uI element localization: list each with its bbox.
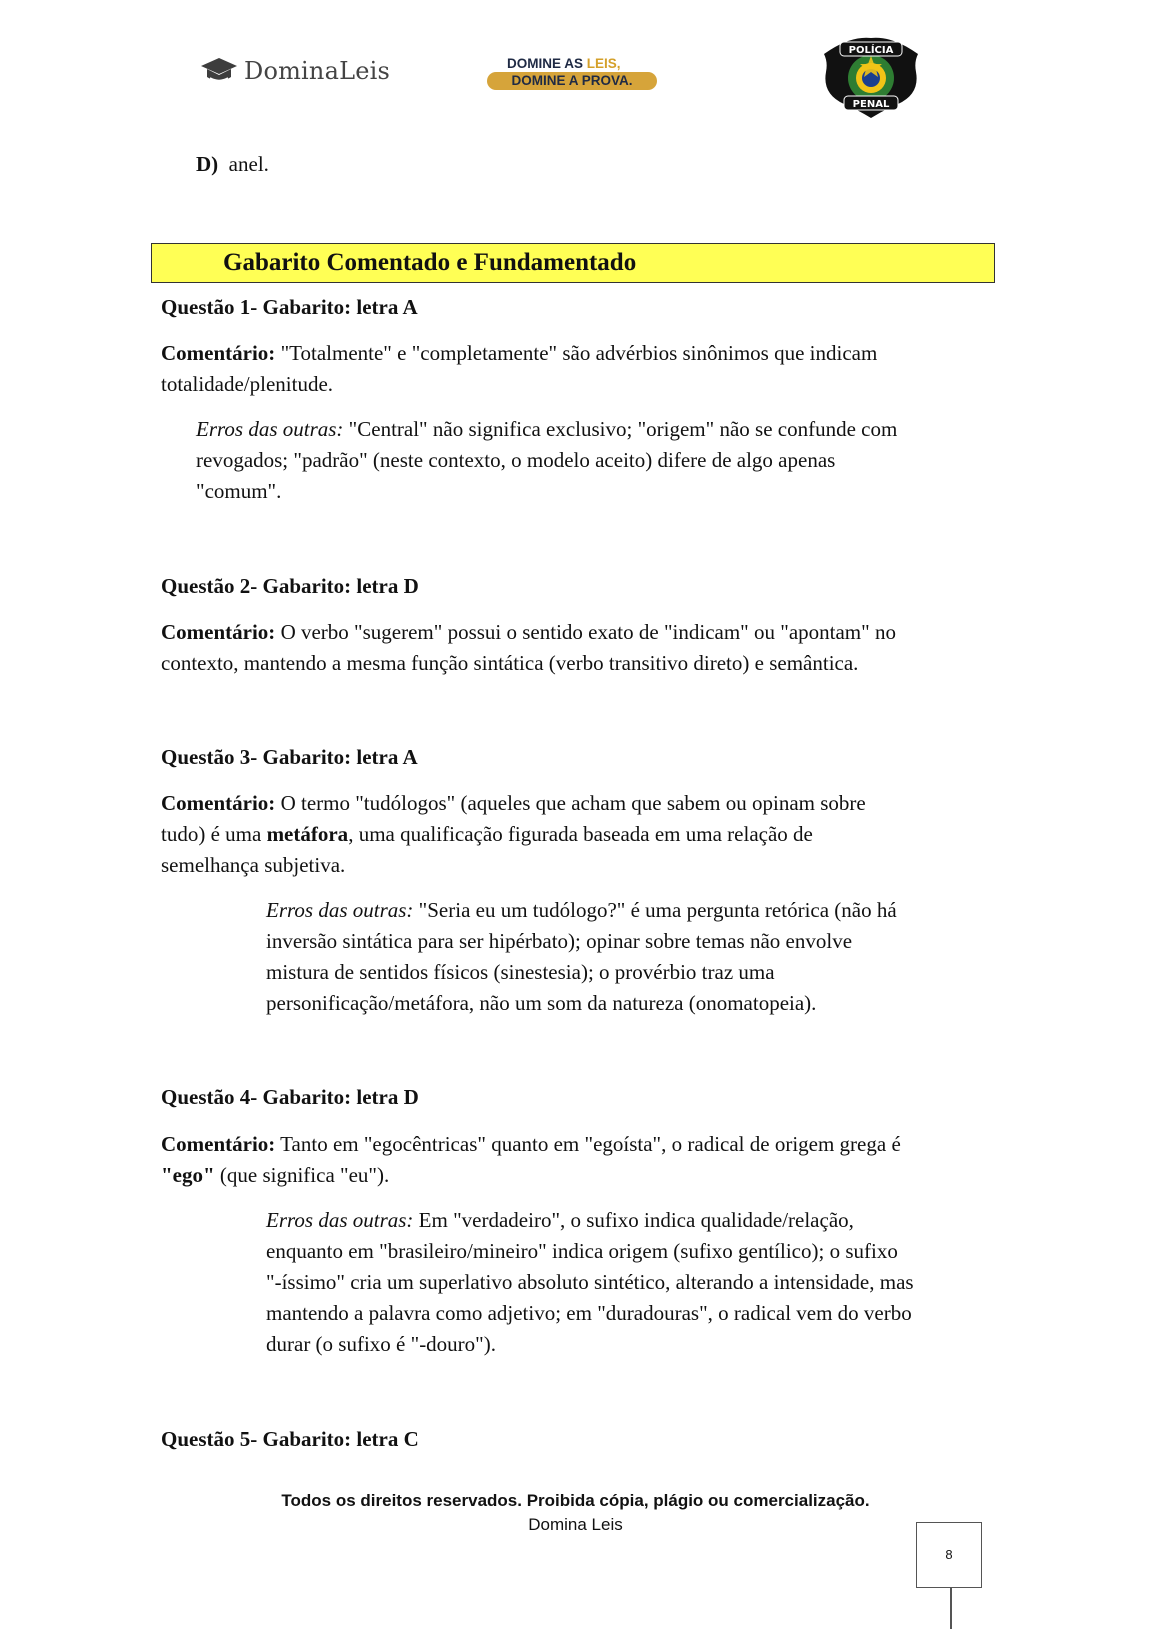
comment-line: O verbo "sugerem" possui o sentido exato de "indicam" ou "apontam" no [275,620,896,644]
option-letter: D) [196,152,219,176]
errors-line: mantendo a palavra como adjetivo; em "duradouras", o radical vem do verbo [266,1301,912,1325]
page-number: 8 [916,1522,982,1588]
errors-line: personificação/metáfora, não um som da natureza (onomatopeia). [266,991,817,1015]
errors-line: "comum". [196,479,282,503]
question-3-title: Questão 3- Gabarito: letra A [161,745,418,769]
slogan-line-2: DOMINE A PROVA. [487,72,657,90]
question-2-title: Questão 2- Gabarito: letra D [161,574,419,598]
errors-line: enquanto em "brasileiro/mineiro" indica origem (sufixo gentílico); o sufixo [266,1239,898,1263]
option-d [196,149,269,180]
question-3-errors [266,895,897,1019]
errors-line: "Central" não significa exclusivo; "origem" não se confunde com [343,417,898,441]
comment-line: Tanto em "egocêntricas" quanto em "egoísta", o radical de origem grega é [275,1132,901,1156]
errors-label: Erros das outras: [196,417,344,441]
option-text: anel. [228,152,269,176]
comment-line: O termo "tudólogos" (aqueles que acham que sabem ou opinam sobre [275,791,866,815]
comment-line: contexto, mantendo a mesma função sintática (verbo transitivo direto) e semântica. [161,651,859,675]
badge-bottom-text: PENAL [852,99,890,110]
question-4-errors [266,1205,914,1360]
question-5-title: Questão 5- Gabarito: letra C [161,1427,419,1451]
question-2-comment [161,617,896,679]
comment-label: Comentário: [161,1132,276,1156]
errors-line: "-íssimo" cria um superlativo absoluto sintético, alterando a intensidade, mas [266,1270,914,1294]
errors-line: "Seria eu um tudólogo?" é uma pergunta retórica (não há [413,898,897,922]
slogan-accent: LEIS, [586,56,621,71]
comment-emphasis: metáfora [266,822,349,846]
badge-top-text: POLÍCIA [848,45,894,56]
errors-line: revogados; "padrão" (neste contexto, o modelo aceito) difere de algo apenas [196,448,836,472]
errors-line: durar (o sufixo é "-douro"). [266,1332,496,1356]
question-4-title: Questão 4- Gabarito: letra D [161,1085,419,1109]
errors-label: Erros das outras: [266,1208,414,1232]
footer-rights: Todos os direitos reservados. Proibida cópia, plágio ou comercialização. [281,1491,870,1510]
question-1-errors [196,414,897,507]
comment-line: "Totalmente" e "completamente" são advérbios sinônimos que indicam [275,341,878,365]
section-title: Gabarito Comentado e Fundamentado [223,249,637,276]
comment-label: Comentário: [161,341,276,365]
comment-text: , uma qualificação figurada baseada em uma relação de [348,822,813,846]
section-title-box [151,243,995,283]
comment-line: totalidade/plenitude. [161,372,334,396]
graduation-cap-icon [200,56,238,86]
question-4-comment [161,1129,901,1191]
comment-line: semelhança subjetiva. [161,853,346,877]
question-3-comment [161,788,866,881]
question-1-comment [161,338,877,400]
comment-label: Comentário: [161,620,276,644]
page-number-line [950,1588,952,1629]
page-header [0,0,1151,130]
footer-brand: Domina Leis [528,1515,623,1534]
slogan-part: DOMINE AS [507,56,587,71]
question-1-title: Questão 1- Gabarito: letra A [161,295,418,319]
logo-text: DominaLeis [244,57,391,85]
comment-emphasis: "ego" [161,1163,215,1187]
comment-text: (que significa "eu"). [214,1163,390,1187]
errors-line: Em "verdadeiro", o sufixo indica qualidade/relação, [413,1208,854,1232]
slogan [487,56,659,92]
comment-label: Comentário: [161,791,276,815]
errors-line: mistura de sentidos físicos (sinestesia); o provérbio traz uma [266,960,775,984]
dominaleis-logo [200,56,390,86]
errors-label: Erros das outras: [266,898,414,922]
slogan-line-1 [507,56,621,71]
policia-penal-badge-icon [822,34,920,120]
errors-line: inversão sintática para ser hipérbato); opinar sobre temas não envolve [266,929,853,953]
comment-text: tudo) é uma [161,822,267,846]
